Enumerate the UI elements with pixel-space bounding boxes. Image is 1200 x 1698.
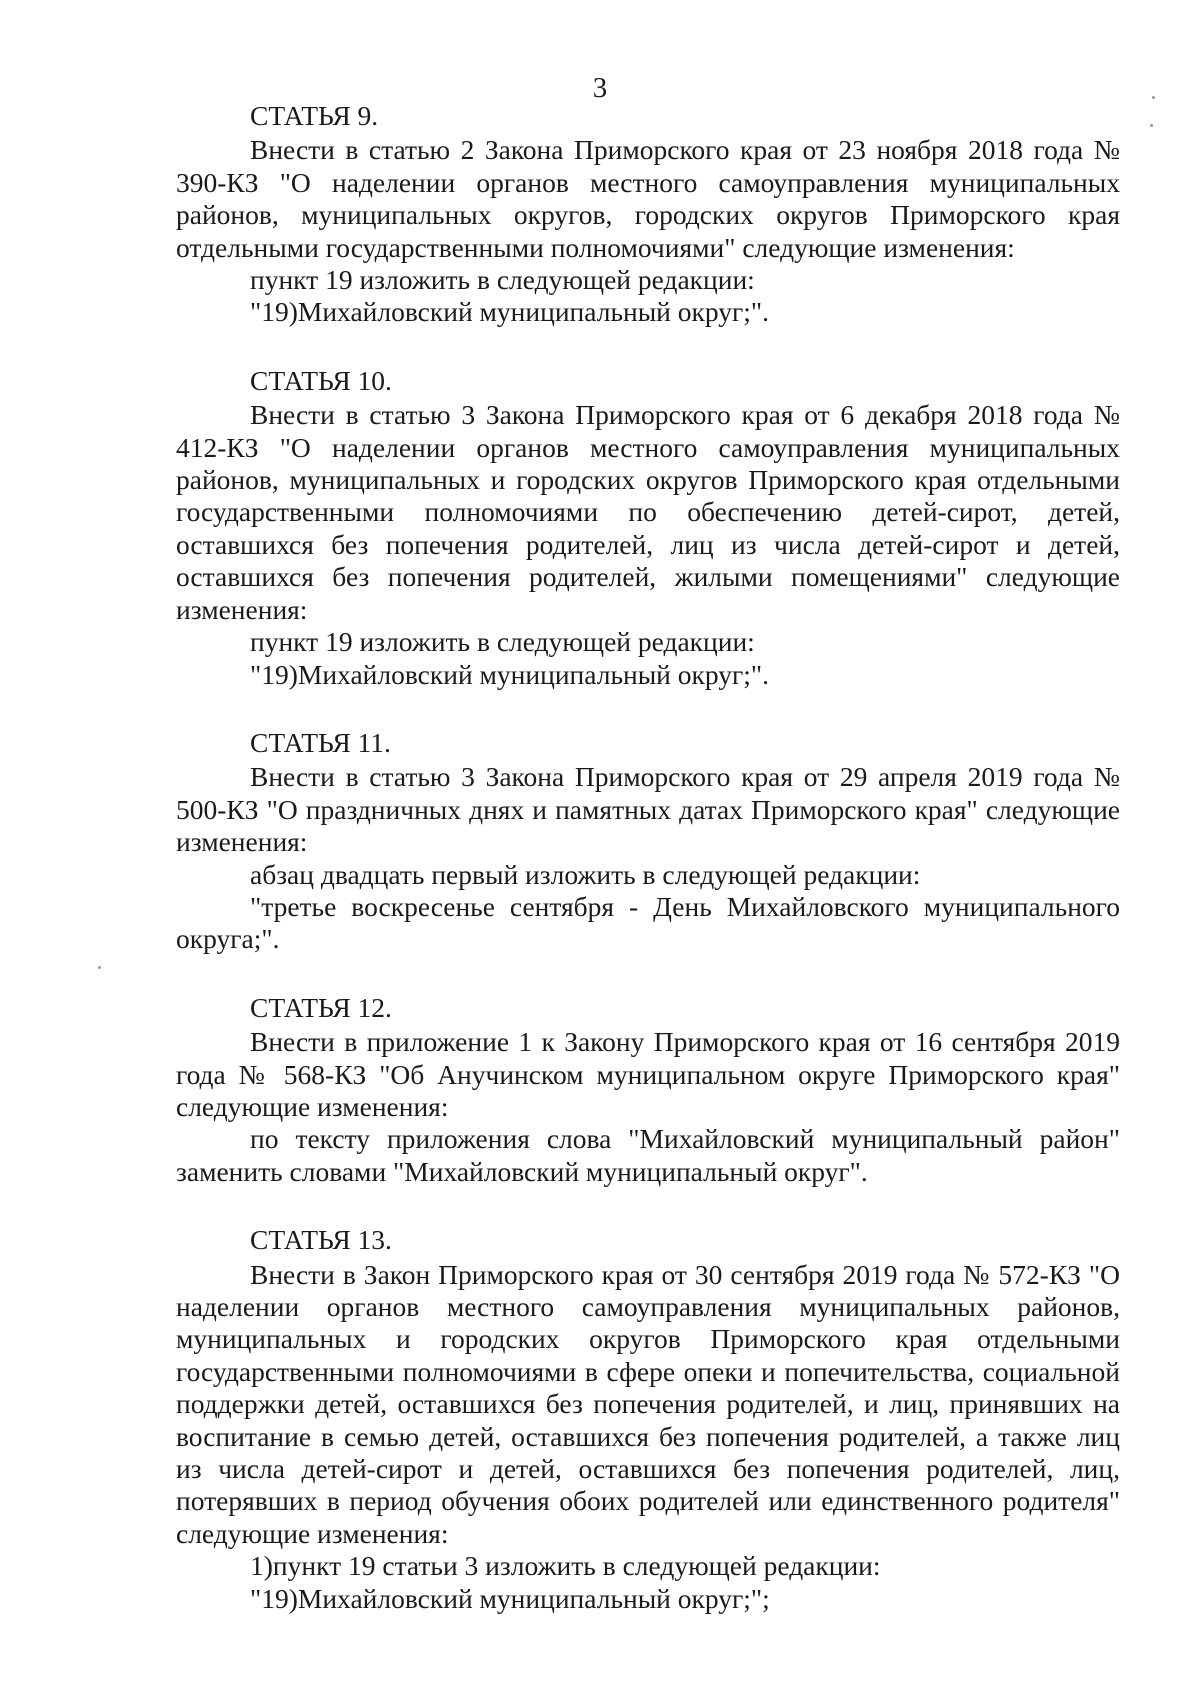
article-line: по тексту приложения слова "Михайловский муниципальный район" заменить словами "Михайловский муниципальный округ". <box>176 1123 1120 1187</box>
article-intro: Внести в статью 2 Закона Приморского края от 23 ноября 2018 года № 390-КЗ "О наделении органов местного самоуправления муниципальных районов, муниципальных округов, городских округов Приморского края отдельными государственными полномочиями" следующие изменения: <box>176 134 1120 263</box>
article-line: абзац двадцать первый изложить в следующей редакции: <box>250 858 921 890</box>
article-11 <box>176 727 1120 956</box>
article-heading: СТАТЬЯ 11. <box>250 726 391 758</box>
scan-speck <box>1152 96 1155 99</box>
article-line: "19)Михайловский муниципальный округ;"; <box>250 1582 770 1614</box>
document-body <box>176 100 1120 1651</box>
article-12 <box>176 992 1120 1188</box>
scan-speck <box>98 966 101 969</box>
article-line: пункт 19 изложить в следующей редакции: <box>250 626 755 658</box>
scan-speck <box>1150 124 1153 127</box>
article-line: "19)Михайловский муниципальный округ;". <box>250 296 770 328</box>
article-heading: СТАТЬЯ 9. <box>250 100 379 131</box>
article-line: "19)Михайловский муниципальный округ;". <box>250 658 770 690</box>
article-line: пункт 19 изложить в следующей редакции: <box>250 264 755 296</box>
article-10 <box>176 365 1120 691</box>
article-line: 1)пункт 19 статьи 3 изложить в следующей редакции: <box>250 1550 881 1582</box>
page-number: 3 <box>592 72 608 104</box>
article-intro: Внести в Закон Приморского края от 30 сентября 2019 года № 572-КЗ "О наделении органов местного самоуправления муниципальных районов, муниципальных и городских округов Приморского края отдельными государственными полномочиями в сфере опеки и попечительства, социальной поддержки детей, оставшихся без попечения родителей, и лиц, принявших на воспитание в семью детей, оставшихся без попечения родителей, а также лиц из числа детей-сирот и детей, оставшихся без попечения родителей, лиц, потерявших в период обучения обоих родителей или единственного родителя" следующие изменения: <box>176 1258 1120 1549</box>
article-line: "третье воскресенье сентября - День Михайловского муниципального округа;". <box>176 890 1120 955</box>
article-intro: Внести в приложение 1 к Закону Приморского края от 16 сентября 2019 года № 568-КЗ "Об Анучинском муниципальном округе Приморского края" следующие изменения: <box>176 1026 1120 1122</box>
article-intro: Внести в статью 3 Закона Приморского края от 29 апреля 2019 года № 500-КЗ "О праздничных днях и памятных датах Приморского края" следующие изменения: <box>176 761 1120 858</box>
article-heading: СТАТЬЯ 12. <box>250 991 392 1023</box>
article-heading: СТАТЬЯ 13. <box>250 1224 392 1256</box>
article-9 <box>176 100 1120 329</box>
article-13 <box>176 1224 1120 1615</box>
article-intro: Внести в статью 3 Закона Приморского края от 6 декабря 2018 года № 412-КЗ "О наделении органов местного самоуправления муниципальных районов, муниципальных и городских округов Приморского края отдельными государственными полномочиями по обеспечению детей-сирот, детей, оставшихся без попечения родителей, лиц из числа детей-сирот и детей, оставшихся без попечения родителей, жилыми помещениями" следующие изменения: <box>176 399 1120 625</box>
article-heading: СТАТЬЯ 10. <box>250 364 392 396</box>
